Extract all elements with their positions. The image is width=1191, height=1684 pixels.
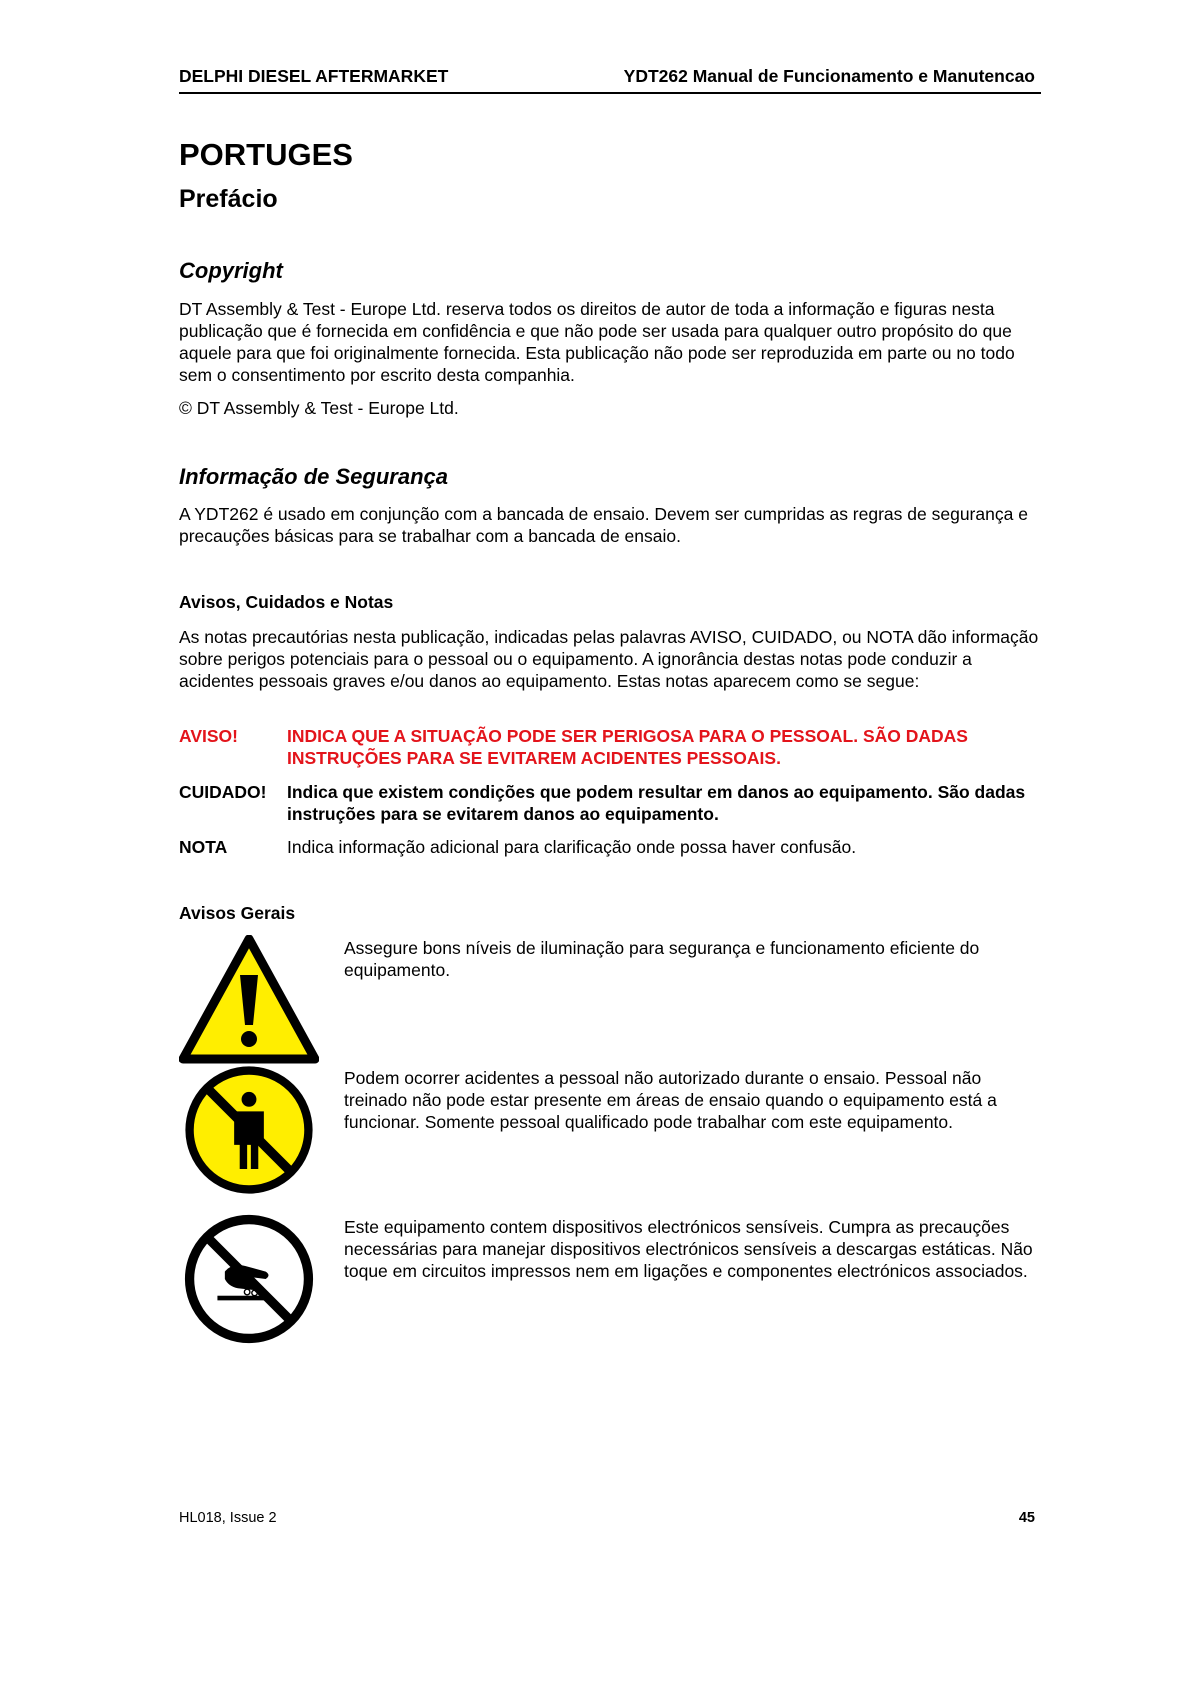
- header-company: DELPHI DIESEL AFTERMARKET: [179, 66, 449, 86]
- copyright-notice: © DT Assembly & Test - Europe Ltd.: [179, 398, 459, 418]
- safety-heading: Informação de Segurança: [179, 464, 448, 489]
- note-label: NOTA: [179, 837, 228, 857]
- general-warnings-heading: Avisos Gerais: [179, 903, 296, 923]
- page-header: [179, 66, 1041, 94]
- general-warning-text-3: Este equipamento contem dispositivos electrónicos sensíveis. Cumpra as precauções necessárias para manejar dispositivos electrónicos sensíveis a descargas estáticas. Não toque em circuitos impressos nem em ligações e componentes electrónicos associados.: [344, 1217, 1033, 1281]
- safety-body: A YDT262 é usado em conjunção com a bancada de ensaio. Devem ser cumpridas as regras de segurança e precauções básicas para se trabalhar com a bancada de ensaio.: [179, 504, 1028, 546]
- caution-text: Indica que existem condições que podem resultar em danos ao equipamento. São dadas instruções para se evitarem danos ao equipamento.: [287, 782, 1026, 824]
- general-warning-text-2: Podem ocorrer acidentes a pessoal não autorizado durante o ensaio. Pessoal não treinado não pode estar presente em áreas de ensaio quando o equipamento está a funcionar. Somente pessoal qualificado pode trabalhar com este equipamento.: [344, 1068, 997, 1132]
- notes-intro: As notas precautórias nesta publicação, indicadas pelas palavras AVISO, CUIDADO, ou NOTA dão informação sobre perigos potenciais para o pessoal ou o equipamento. A ignorância destas notas pode conduzir a acidentes pessoais graves e/ou danos ao equipamento. Estas notas aparecem como se segue:: [179, 627, 1039, 691]
- notes-heading: Avisos, Cuidados e Notas: [179, 592, 394, 612]
- header-manual-title: YDT262 Manual de Funcionamento e Manutencao: [623, 66, 1035, 86]
- no-touch-electronics-icon: [179, 1214, 319, 1344]
- warning-text: INDICA QUE A SITUAÇÃO PODE SER PERIGOSA PARA O PESSOAL. SÃO DADAS INSTRUÇÕES PARA SE EVITAREM ACIDENTES PESSOAIS.: [287, 726, 968, 768]
- page-title: PORTUGES: [179, 137, 353, 172]
- no-unauthorized-person-icon: [179, 1065, 319, 1195]
- warning-label: AVISO!: [179, 726, 238, 746]
- caution-label: CUIDADO!: [179, 782, 267, 802]
- document-page: [179, 0, 1041, 1684]
- footer-issue: HL018, Issue 2: [179, 1510, 277, 1526]
- page-number: 45: [1018, 1510, 1035, 1526]
- copyright-heading: Copyright: [179, 258, 283, 283]
- page-subtitle: Prefácio: [179, 185, 278, 213]
- note-text: Indica informação adicional para clarificação onde possa haver confusão.: [287, 837, 857, 857]
- general-warning-text-1: Assegure bons níveis de iluminação para segurança e funcionamento eficiente do equipamento.: [344, 938, 980, 980]
- copyright-body: DT Assembly & Test - Europe Ltd. reserva todos os direitos de autor de toda a informação e figuras nesta publicação que é fornecida em confidência e que não pode ser usada para qualquer outro propósito do que aquele para que foi originalmente fornecida. Esta publicação não pode ser reproduzida em parte ou no todo sem o consentimento por escrito desta companhia.: [179, 299, 1015, 385]
- warning-triangle-icon: [179, 935, 319, 1065]
